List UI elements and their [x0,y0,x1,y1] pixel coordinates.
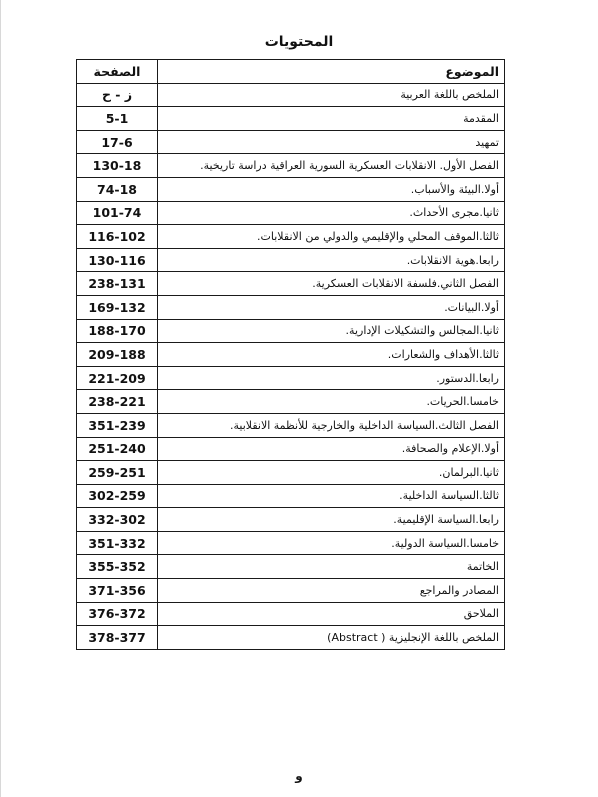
table-header-row [77,60,505,84]
row-page: 238-221 [77,390,158,414]
row-page: 251-240 [77,437,158,461]
row-topic: أولا.الإعلام والصحافة. [158,437,505,461]
table-row [77,531,505,555]
row-topic: المقدمة [158,107,505,131]
row-topic: الفصل الثاني.فلسفة الانقلابات العسكرية. [158,272,505,296]
table-row [77,154,505,178]
table-row [77,107,505,131]
row-page: 355-352 [77,555,158,579]
row-topic: رابعا.السياسة الإقليمية. [158,508,505,532]
row-page: 351-239 [77,413,158,437]
row-topic: ثالثا.الأهداف والشعارات. [158,343,505,367]
header-topic: الموضوع [158,60,505,84]
row-page: 130-18 [77,154,158,178]
row-topic: المصادر والمراجع [158,579,505,603]
table-row [77,319,505,343]
header-page: الصفحة [77,60,158,84]
row-page: 371-356 [77,579,158,603]
row-page: 188-170 [77,319,158,343]
row-page: 74-18 [77,177,158,201]
table-row [77,201,505,225]
row-topic: أولا.البيانات. [158,295,505,319]
row-page: 378-377 [77,626,158,650]
row-page: 238-131 [77,272,158,296]
table-row [77,484,505,508]
row-topic: رابعا.هوية الانقلابات. [158,248,505,272]
row-topic: خامسا.السياسة الدولية. [158,531,505,555]
row-page: 376-372 [77,602,158,626]
row-topic: ثانيا.البرلمان. [158,461,505,485]
table-row [77,225,505,249]
row-topic: الملاحق [158,602,505,626]
table-row [77,177,505,201]
row-page: ز - ح [77,83,158,107]
table-row [77,295,505,319]
row-topic: خامسا.الحريات. [158,390,505,414]
table-row [77,437,505,461]
table-row [77,602,505,626]
row-topic: أولا.البيئة والأسباب. [158,177,505,201]
row-topic: ثانيا.المجالس والتشكيلات الإدارية. [158,319,505,343]
row-page: 169-132 [77,295,158,319]
page-title: المحتويات [264,34,334,50]
footer-page-number: و [295,769,303,783]
table-row [77,461,505,485]
row-topic: ثالثا.الموقف المحلي والإقليمي والدولي من الانقلابات. [158,225,505,249]
table-row [77,272,505,296]
row-page: 5-1 [77,107,158,131]
row-topic: تمهيد [158,130,505,154]
row-topic: الفصل الأول. الانقلابات العسكرية السورية العراقية دراسة تاريخية. [158,154,505,178]
row-topic: الملخص باللغة الإنجليزية ( Abstract) [158,626,505,650]
table-row [77,83,505,107]
row-page: 17-6 [77,130,158,154]
table-row [77,248,505,272]
table-row [77,343,505,367]
table-row [77,366,505,390]
row-page: 101-74 [77,201,158,225]
table-row [77,626,505,650]
row-topic: الفصل الثالث.السياسة الداخلية والخارجية للأنظمة الانقلابية. [158,413,505,437]
row-topic: رابعا.الدستور. [158,366,505,390]
row-page: 209-188 [77,343,158,367]
table-row [77,413,505,437]
row-page: 116-102 [77,225,158,249]
row-topic: الملخص باللغة العربية [158,83,505,107]
row-page: 221-209 [77,366,158,390]
contents-table [76,59,505,650]
row-topic: الخاتمة [158,555,505,579]
page-edge [0,0,1,797]
row-page: 332-302 [77,508,158,532]
row-page: 259-251 [77,461,158,485]
row-page: 302-259 [77,484,158,508]
table-row [77,508,505,532]
row-topic: ثالثا.السياسة الداخلية. [158,484,505,508]
row-topic: ثانيا.مجرى الأحداث. [158,201,505,225]
row-page: 130-116 [77,248,158,272]
table-row [77,390,505,414]
table-row [77,130,505,154]
table-row [77,579,505,603]
table-row [77,555,505,579]
row-page: 351-332 [77,531,158,555]
